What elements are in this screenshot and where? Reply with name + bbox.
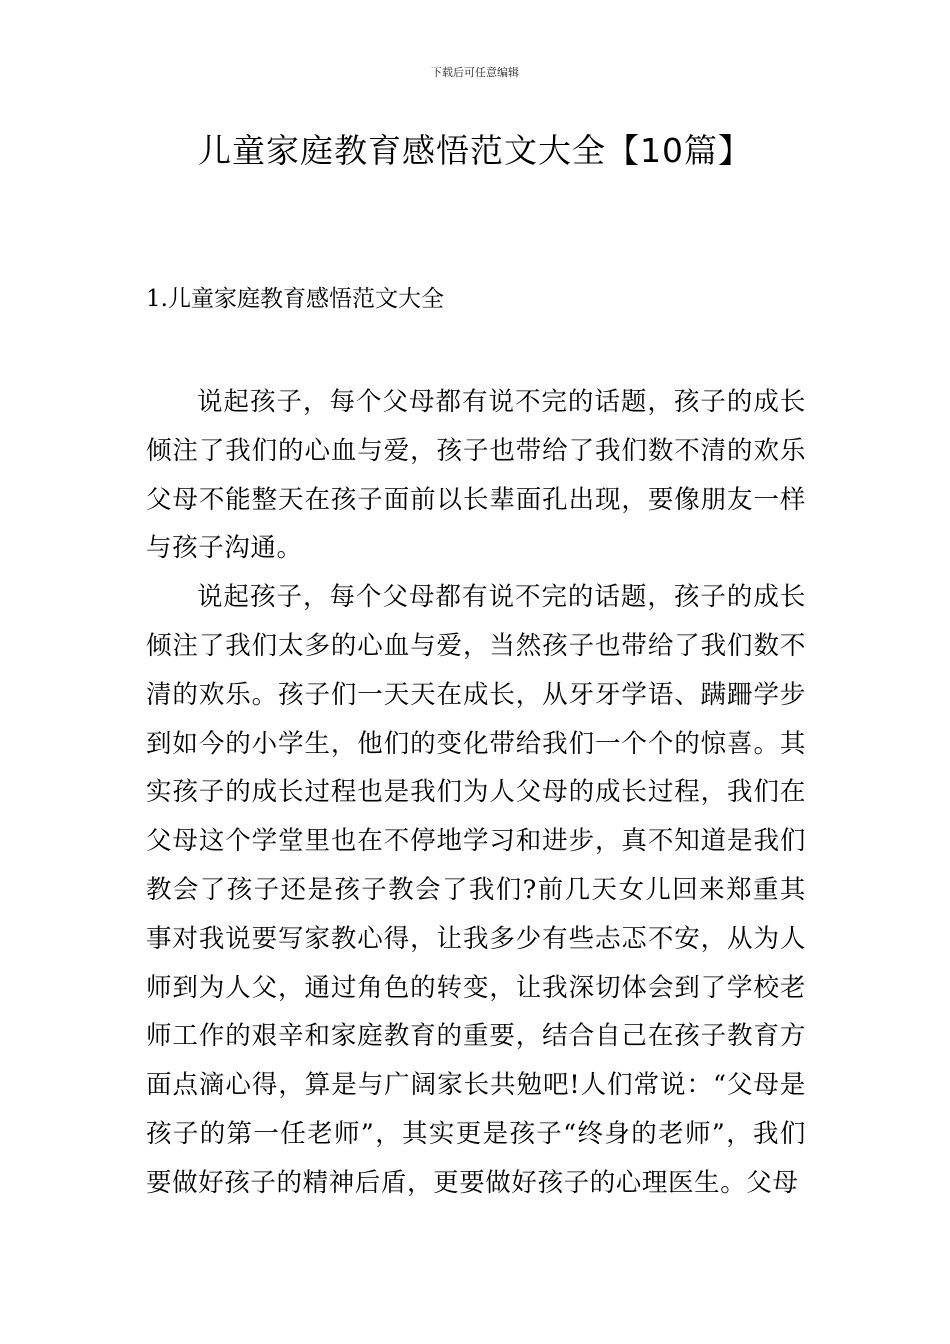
paragraph-1: 说起孩子，每个父母都有说不完的话题，孩子的成长倾注了我们的心血与爱，孩子也带给了我们数不清的欢乐父母不能整天在孩子面前以长辈面孔出现，要像朋友一样与孩子沟通。 bbox=[146, 387, 806, 564]
paragraph-2: 说起孩子，每个父母都有说不完的话题，孩子的成长倾注了我们太多的心血与爱，当然孩子也带给了我们数不清的欢乐。孩子们一天天在成长，从牙牙学语、蹒跚学步到如今的小学生，他们的变化带给我们一个个的惊喜。其实孩子的成长过程也是我们为人父母的成长过程，我们在父母这个学堂里也在不停地学习和进步，真不知道是我们教会了孩子还是孩子教会了我们?前几天女儿回来郑重其事对我说要写家教心得，让我多少有些忐忑不安，从为人师到为人父，通过角色的转变，让我深切体会到了学校老师工作的艰辛和家庭教育的重要，结合自己在孩子教育方面点滴心得，算是与广阔家长共勉吧!人们常说：“父母是孩子的第一任老师”，其实更是孩子“终身的老师”，我们要做好孩子的精神后盾，更要做好孩子的心理医生。父母 bbox=[146, 582, 806, 1198]
body-text bbox=[146, 378, 806, 1208]
section-heading: 1.儿童家庭教育感悟范文大全 bbox=[146, 286, 444, 312]
document-title: 儿童家庭教育感悟范文大全【10篇】 bbox=[198, 131, 752, 170]
header-note: 下载后可任意编辑 bbox=[431, 66, 519, 79]
